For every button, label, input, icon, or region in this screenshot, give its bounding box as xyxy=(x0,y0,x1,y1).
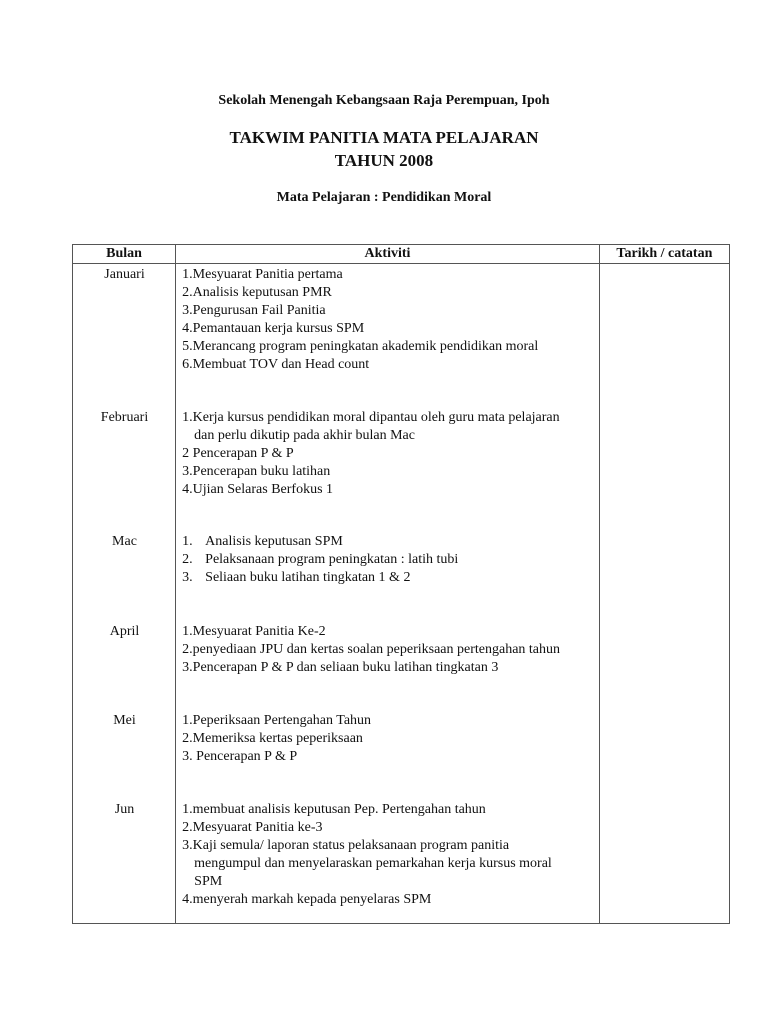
aktiviti-cell xyxy=(176,264,600,924)
month-januari: Januari xyxy=(104,267,145,282)
list-number: 3. xyxy=(182,570,193,585)
list-item: 3.Kaji semula/ laporan status pelaksanaan program panitia xyxy=(182,838,510,853)
activities-mei xyxy=(176,712,599,766)
activities-januari xyxy=(176,266,599,374)
list-item: 2.Memeriksa kertas peperiksaan xyxy=(182,731,363,746)
activities-mac xyxy=(176,533,599,587)
table-body-row xyxy=(73,264,730,924)
column-header-tarikh: Tarikh / catatan xyxy=(599,245,729,264)
list-item: 1.Peperiksaan Pertengahan Tahun xyxy=(182,713,372,728)
list-number: 1. xyxy=(182,534,193,549)
list-item: 3.Pencerapan buku latihan xyxy=(182,464,331,479)
list-item: 3. Pencerapan P & P xyxy=(182,749,298,764)
list-item: 2.Mesyuarat Panitia ke-3 xyxy=(182,820,323,835)
month-mac: Mac xyxy=(112,534,137,549)
list-text: Pelaksanaan program peningkatan : latih tubi xyxy=(205,552,459,567)
list-item: 1.Kerja kursus pendidikan moral dipantau oleh guru mata pelajaran xyxy=(182,410,560,425)
list-item: 4.Pemantauan kerja kursus SPM xyxy=(182,321,365,336)
list-item: 2 Pencerapan P & P xyxy=(182,446,294,461)
list-text: Analisis keputusan SPM xyxy=(205,534,343,549)
list-item: 1.membuat analisis keputusan Pep. Pertengahan tahun xyxy=(182,802,486,817)
list-text: Seliaan buku latihan tingkatan 1 & 2 xyxy=(205,570,411,585)
list-item-continuation: SPM xyxy=(194,874,223,889)
column-header-aktiviti: Aktiviti xyxy=(176,245,600,264)
list-item-continuation: mengumpul dan menyelaraskan pemarkahan kerja kursus moral xyxy=(194,856,552,871)
activities-april xyxy=(176,623,599,677)
list-item xyxy=(176,551,599,569)
subject-line: Mata Pelajaran : Pendidikan Moral xyxy=(276,190,492,205)
document-year: TAHUN 2008 xyxy=(334,151,434,170)
list-item xyxy=(176,569,599,587)
list-item: 1.Mesyuarat Panitia pertama xyxy=(182,267,343,282)
list-item xyxy=(176,533,599,551)
activities-februari xyxy=(176,409,599,499)
list-item: 1.Mesyuarat Panitia Ke-2 xyxy=(182,624,326,639)
list-item: 4.Ujian Selaras Berfokus 1 xyxy=(182,482,334,497)
month-mei: Mei xyxy=(113,713,136,728)
list-item: 4.menyerah markah kepada penyelaras SPM xyxy=(182,892,432,907)
month-februari: Februari xyxy=(100,410,149,425)
table-header-row xyxy=(73,245,730,264)
list-item: 2.penyediaan JPU dan kertas soalan peperiksaan pertengahan tahun xyxy=(182,642,561,657)
document-title: TAKWIM PANITIA MATA PELAJARAN xyxy=(229,128,539,147)
list-number: 2. xyxy=(182,552,193,567)
school-name: Sekolah Menengah Kebangsaan Raja Perempuan, Ipoh xyxy=(218,93,550,108)
month-jun: Jun xyxy=(114,802,135,817)
list-item: 6.Membuat TOV dan Head count xyxy=(182,357,370,372)
bulan-cell xyxy=(73,264,176,924)
month-april: April xyxy=(109,624,140,639)
list-item: 3.Pengurusan Fail Panitia xyxy=(182,303,326,318)
list-item: 5.Merancang program peningkatan akademik pendidikan moral xyxy=(182,339,539,354)
list-item: 2.Analisis keputusan PMR xyxy=(182,285,332,300)
list-item: 3.Pencerapan P & P dan seliaan buku latihan tingkatan 3 xyxy=(182,660,499,675)
column-header-bulan: Bulan xyxy=(73,245,176,264)
list-item-continuation: dan perlu dikutip pada akhir bulan Mac xyxy=(194,428,415,443)
takwim-table xyxy=(72,244,730,924)
activities-jun xyxy=(176,801,599,909)
tarikh-catatan-cell xyxy=(599,264,729,924)
